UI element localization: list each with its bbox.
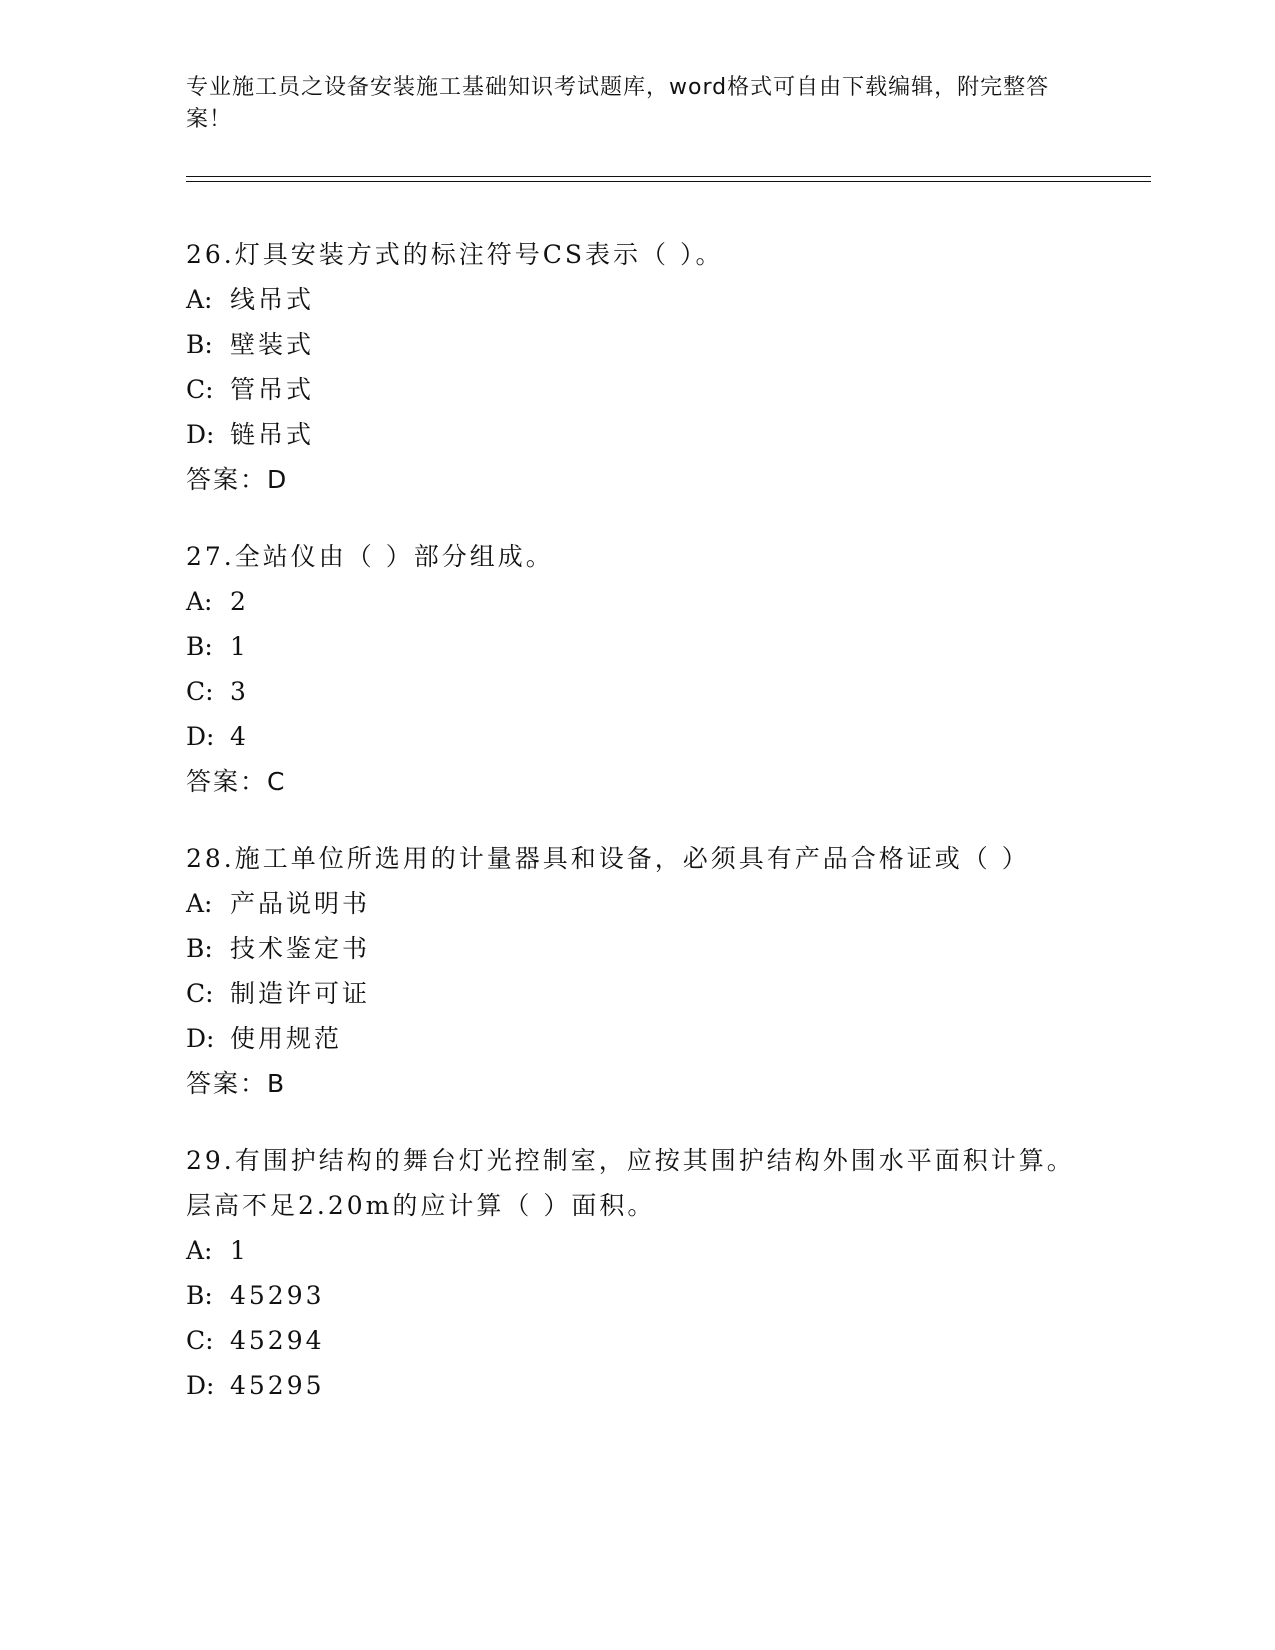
question-stem: 26.灯具安装方式的标注符号CS表示（ ）。 (186, 240, 724, 269)
question-stem: 28.施工单位所选用的计量器具和设备，必须具有产品合格证或（ ） (186, 844, 1030, 873)
option-letter: B: (186, 632, 213, 661)
answer-line: 答案：B (186, 1069, 287, 1098)
option-a (186, 881, 1086, 926)
question-stem: 29.有围护结构的舞台灯光控制室，应按其围护结构外围水平面积计算。层高不足2.20m的应计算（ ）面积。 (186, 1146, 1075, 1220)
option-letter: B: (186, 934, 213, 963)
option-a (186, 579, 1086, 624)
option-d (186, 412, 1086, 457)
option-letter: B: (186, 330, 213, 359)
option-letter: D: (186, 1371, 215, 1400)
option-text: 壁装式 (230, 330, 315, 359)
option-letter: A: (186, 889, 213, 918)
question-26 (186, 232, 1086, 502)
header-divider (186, 176, 1151, 182)
option-text: 使用规范 (230, 1024, 343, 1053)
document-header: 专业施工员之设备安装施工基础知识考试题库，word格式可自由下载编辑，附完整答案！ (186, 75, 1050, 132)
option-b (186, 926, 1086, 971)
option-text: 45293 (230, 1281, 325, 1310)
option-text: 线吊式 (230, 285, 315, 314)
question-list (186, 232, 1086, 1440)
option-b (186, 322, 1086, 367)
option-d (186, 714, 1086, 759)
option-text: 1 (230, 1236, 249, 1265)
option-letter: A: (186, 285, 213, 314)
answer-line: 答案：C (186, 767, 287, 796)
question-29 (186, 1138, 1086, 1408)
option-b (186, 624, 1086, 669)
option-text: 4 (230, 722, 249, 751)
option-letter: C: (186, 1326, 214, 1355)
option-text: 2 (230, 587, 249, 616)
question-28 (186, 836, 1086, 1106)
option-d (186, 1016, 1086, 1061)
option-text: 产品说明书 (230, 889, 371, 918)
option-letter: C: (186, 375, 214, 404)
option-b (186, 1273, 1086, 1318)
option-text: 1 (230, 632, 249, 661)
option-text: 45295 (230, 1371, 325, 1400)
option-a (186, 1228, 1086, 1273)
option-letter: C: (186, 979, 214, 1008)
option-c (186, 669, 1086, 714)
option-text: 45294 (230, 1326, 325, 1355)
option-c (186, 971, 1086, 1016)
option-text: 链吊式 (230, 420, 315, 449)
option-c (186, 1318, 1086, 1363)
question-stem: 27.全站仪由（ ）部分组成。 (186, 542, 554, 571)
option-c (186, 367, 1086, 412)
option-text: 技术鉴定书 (230, 934, 371, 963)
option-letter: A: (186, 587, 213, 616)
option-text: 管吊式 (230, 375, 315, 404)
answer-line: 答案：D (186, 465, 289, 494)
option-letter: D: (186, 1024, 215, 1053)
option-letter: A: (186, 1236, 213, 1265)
option-letter: B: (186, 1281, 213, 1310)
option-letter: D: (186, 722, 215, 751)
option-letter: C: (186, 677, 214, 706)
option-d (186, 1363, 1086, 1408)
option-text: 3 (230, 677, 249, 706)
option-text: 制造许可证 (230, 979, 371, 1008)
question-27 (186, 534, 1086, 804)
option-a (186, 277, 1086, 322)
option-letter: D: (186, 420, 215, 449)
